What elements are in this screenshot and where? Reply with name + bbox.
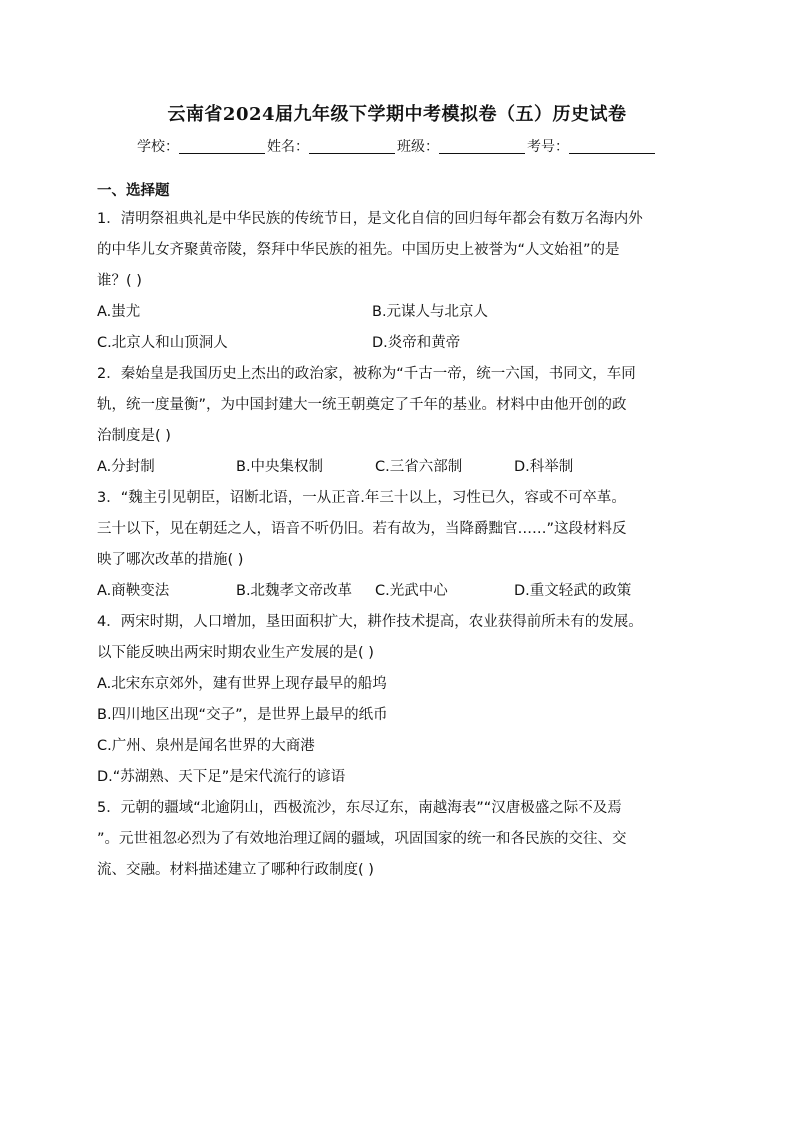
question-stem-line: 流、交融。材料描述建立了哪种行政制度( ) [97,862,374,878]
school-blank[interactable] [179,139,265,154]
question-stem-line: 轨，统一度量衡”，为中国封建大一统王朝奠定了千年的基业。材料中由他开创的政 [97,397,627,413]
option-a[interactable]: A.分封制 [97,459,155,475]
option-b[interactable]: B.中央集权制 [236,459,324,475]
class-field [397,136,527,156]
option-b[interactable]: B.元谋人与北京人 [372,304,489,320]
option-b[interactable]: B.北魏孝文帝改革 [236,583,353,599]
exam-number-blank[interactable] [569,139,655,154]
name-field [267,136,397,156]
exam-number-field [527,136,657,156]
option-d[interactable]: D.重文轻武的政策 [514,583,632,599]
class-label: 班级： [397,139,439,155]
school-label: 学校： [137,139,179,155]
option-c[interactable]: C.广州、泉州是闻名世界的大商港 [97,738,315,754]
option-a[interactable]: A.商鞅变法 [97,583,170,599]
option-d[interactable]: D.“苏湖熟、天下足”是宋代流行的谚语 [97,769,346,785]
school-field [137,136,267,156]
class-blank[interactable] [439,139,525,154]
question-2 [97,359,697,483]
options-row [97,328,697,359]
option-a[interactable]: A.蚩尤 [97,304,141,320]
question-1 [97,204,697,359]
option-a[interactable]: A.北宋东京郊外，建有世界上现存最早的船坞 [97,676,387,692]
name-label: 姓名： [267,139,309,155]
question-stem-line: 5．元朝的疆域“北逾阴山，西极流沙，东尽辽东，南越海表”“汉唐极盛之际不及焉 [97,800,622,816]
option-c[interactable]: C.三省六部制 [375,459,463,475]
exam-number-label: 考号： [527,139,569,155]
option-d[interactable]: D.科举制 [514,459,574,475]
question-stem-line: 谁？( ) [97,273,142,289]
question-stem-line: 3．“魏主引见朝臣，诏断北语，一从正音.年三十以上，习性已久，容或不可卒革。 [97,490,626,506]
options-row [97,452,697,483]
name-blank[interactable] [309,139,395,154]
question-3 [97,483,697,607]
exam-title: 云南省2024届九年级下学期中考模拟卷（五）历史试卷 [167,104,627,125]
question-stem-line: 三十以下，见在朝廷之人，语音不听仍旧。若有故为，当降爵黜官……”这段材料反 [97,521,627,537]
question-stem-line: 2．秦始皇是我国历史上杰出的政治家，被称为“千古一帝，统一六国，书同文，车同 [97,366,636,382]
option-b[interactable]: B.四川地区出现“交子”，是世界上最早的纸币 [97,707,388,723]
option-c[interactable]: C.光武中心 [375,583,448,599]
question-list [97,180,697,886]
question-stem-line: 的中华儿女齐聚黄帝陵，祭拜中华民族的祖先。中国历史上被誉为“人文始祖”的是 [97,242,620,258]
options-row [97,576,697,607]
question-stem-line: 映了哪次改革的措施( ) [97,552,244,568]
option-c[interactable]: C.北京人和山顶洞人 [97,335,228,351]
option-d[interactable]: D.炎帝和黄帝 [372,335,461,351]
question-4 [97,607,697,793]
question-stem-line: ”。元世祖忽必烈为了有效地治理辽阔的疆域，巩固国家的统一和各民族的交往、交 [97,831,627,847]
question-stem-line: 1．清明祭祖典礼是中华民族的传统节日，是文化自信的回归每年都会有数万名海内外 [97,211,643,227]
options-row [97,297,697,328]
question-stem-line: 以下能反映出两宋时期农业生产发展的是( ) [97,645,374,661]
section-title: 一、选择题 [97,183,170,199]
question-5 [97,793,697,886]
student-info-row [0,136,794,156]
question-stem-line: 4．两宋时期，人口增加，垦田面积扩大，耕作技术提高，农业获得前所未有的发展。 [97,614,643,630]
question-stem-line: 治制度是( ) [97,428,171,444]
